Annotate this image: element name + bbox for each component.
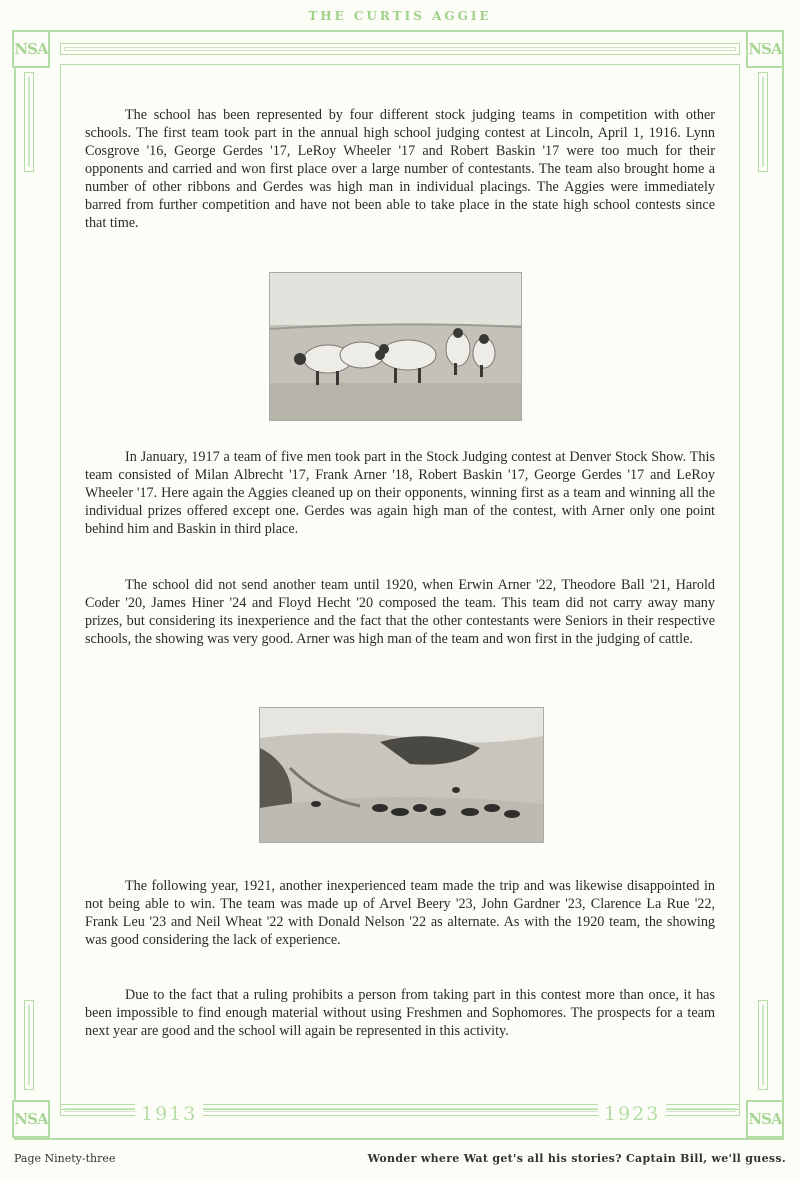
paragraph-4: The following year, 1921, another inexperienced team made the trip and was likewise disappointed in not being able to win. The team was made up of Arvel Beery '23, John Gardner '23, Clarence La Rue '22, Frank Leu '23 and Neil Wheat '22 with Donald Nelson '22 as alternate. As with the 1920 team, the showing was good considering the lack of experience. bbox=[85, 878, 715, 948]
corner-monogram-top-right: NSA bbox=[746, 30, 784, 68]
sheep-photo bbox=[269, 272, 522, 421]
left-ornament-bar-top bbox=[24, 72, 34, 172]
left-ornament-bar-bottom bbox=[24, 1000, 34, 1090]
paragraph-3: The school did not send another team until 1920, when Erwin Arner '22, Theodore Ball '21, Harold Coder '20, James Hiner '24 and Floyd Hecht '20 composed the team. This team did not carry away many prizes, but considering its inexperience and the fact that the other contestants were Seniors in their respective schools, the showing was very good. Arner was high man of the team and won first in the judging of cattle. bbox=[85, 577, 715, 647]
right-ornament-bar-bottom bbox=[758, 1000, 768, 1090]
paragraph-1: The school has been represented by four different stock judging teams in competition with other schools. The first team took part in the annual high school judging contest at Lincoln, April 1, 1916. Lynn Cosgrove '16, George Gerdes '17, LeRoy Wheeler '17 and Robert Baskin '17 were too much for their opponents and carried and won first place over a large number of contestants. The team also brought home a number of other ribbons and Gerdes was high man in individual placings. The Aggies were immediately barred from further competition and have not been able to take place in the state high school contests since that time. bbox=[85, 107, 715, 231]
corner-monogram-top-left: NSA bbox=[12, 30, 50, 68]
frame-year-left: 1913 bbox=[135, 1103, 203, 1125]
cattle-pasture-photo bbox=[259, 707, 544, 843]
corner-monogram-bottom-left: NSA bbox=[12, 1100, 50, 1138]
right-ornament-bar-top bbox=[758, 72, 768, 172]
page-header: THE CURTIS AGGIE bbox=[308, 9, 492, 23]
corner-monogram-bottom-right: NSA bbox=[746, 1100, 784, 1138]
frame-year-right: 1923 bbox=[598, 1103, 666, 1125]
top-ornament-band bbox=[60, 43, 740, 55]
footer-quip: Wonder where Wat get's all his stories? Captain Bill, we'll guess. bbox=[367, 1152, 786, 1165]
page-number: Page Ninety-three bbox=[14, 1152, 116, 1165]
paragraph-5: Due to the fact that a ruling prohibits a person from taking part in this contest more than once, it has been impossible to find enough material without using Freshmen and Sophomores. The prospects for a team next year are good and the school will again be represented in this activity. bbox=[85, 987, 715, 1039]
paragraph-2: In January, 1917 a team of five men took part in the Stock Judging contest at Denver Stock Show. This team consisted of Milan Albrecht '17, Frank Arner '18, Robert Baskin '17, George Gerdes '17 and LeRoy Wheeler '17. Here again the Aggies cleaned up on their opponents, winning first as a team and winning all the individual prizes offered except one. Gerdes was again high man of the contest, with Arner only one point behind him and Baskin in third place. bbox=[85, 449, 715, 537]
